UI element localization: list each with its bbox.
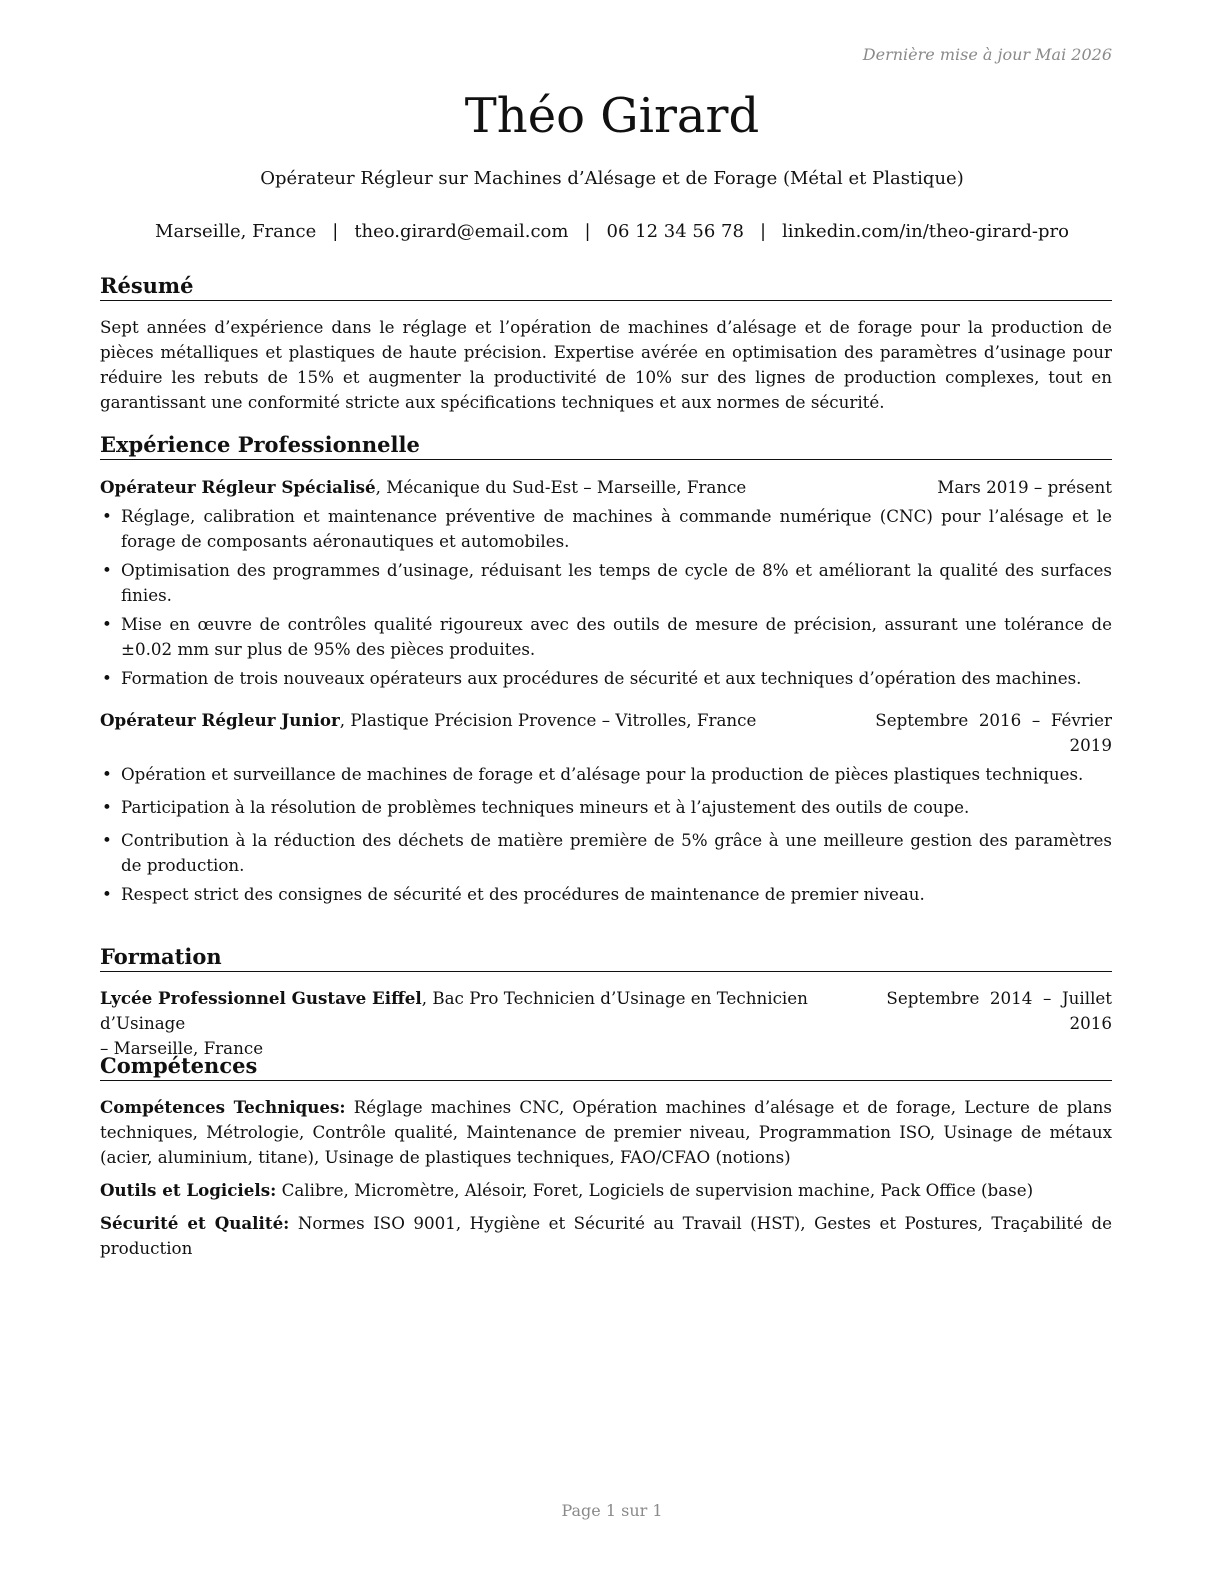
job-bullet: • Respect strict des consignes de sécurité et des procédures de maintenance de premier niveau. [100, 882, 1112, 907]
education-heading: Formation [100, 943, 1112, 972]
skill-text: Normes ISO 9001, Hygiène et Sécurité au Travail (HST), Gestes et Postures, Traçabilité de production [100, 1213, 1112, 1258]
skill-text: Réglage machines CNC, Opération machines d’alésage et de forage, Lecture de plans techniques, Métrologie, Contrôle qualité, Maintenance de premier niveau, Programmation ISO, Usinage de métaux (acier, aluminium, titane), Usinage de plastiques techniques, FAO/CFAO (notions) [100, 1097, 1112, 1167]
experience-section [100, 431, 1112, 911]
education-dates-line: Septembre 2014 – Juillet [886, 988, 1112, 1008]
job-dates-line: 2019 [1069, 735, 1112, 755]
job-bullets [100, 504, 1112, 691]
contact-separator: | [759, 221, 767, 242]
job-bullet: • Opération et surveillance de machines de forage et d’alésage pour la production de pièces plastiques techniques. [100, 762, 1112, 787]
skill-label: Sécurité et Qualité: [100, 1213, 290, 1233]
education-dates-line: 2016 [1069, 1013, 1112, 1033]
contact-line [0, 220, 1224, 244]
contact-location: Marseille, France [155, 221, 317, 242]
skill-item [100, 1178, 1112, 1203]
candidate-name: Théo Girard [464, 88, 760, 144]
skill-label: Outils et Logiciels: [100, 1180, 277, 1200]
job-company: , Plastique Précision Provence – Vitrolles, France [339, 710, 757, 730]
last-updated: Dernière mise à jour Mai 2026 [862, 45, 1112, 64]
contact-separator: | [332, 221, 339, 242]
experience-heading: Expérience Professionnelle [100, 431, 1112, 460]
job-role: Opérateur Régleur Spécialisé [100, 477, 376, 497]
skill-item [100, 1211, 1112, 1261]
job-bullet: • Réglage, calibration et maintenance préventive de machines à commande numérique (CNC) pour l’alésage et le forage de composants aéronautiques et automobiles. [100, 504, 1112, 554]
job-bullet: • Contribution à la réduction des déchets de matière première de 5% grâce à une meilleure gestion des paramètres de production. [100, 828, 1112, 878]
job-bullet: • Optimisation des programmes d’usinage, réduisant les temps de cycle de 8% et améliorant la qualité des surfaces finies. [100, 558, 1112, 608]
education-section [100, 943, 1112, 1061]
contact-email[interactable]: theo.girard@email.com [354, 221, 569, 242]
skill-label: Compétences Techniques: [100, 1097, 346, 1117]
contact-linkedin[interactable]: linkedin.com/in/theo-girard-pro [782, 221, 1069, 242]
job-bullet: • Participation à la résolution de problèmes techniques mineurs et à l’ajustement des outils de coupe. [100, 795, 1112, 820]
skill-item [100, 1095, 1112, 1170]
education-location: – Marseille, France [100, 1038, 264, 1058]
skills-list [100, 1095, 1112, 1261]
job-header [100, 708, 1112, 758]
job-dates-line: Septembre 2016 – Février [875, 710, 1112, 730]
job-title: Opérateur Régleur sur Machines d’Alésage et de Forage (Métal et Plastique) [260, 168, 964, 189]
skills-heading: Compétences [100, 1052, 1112, 1081]
skill-text: Calibre, Micromètre, Alésoir, Foret, Logiciels de supervision machine, Pack Office (base) [276, 1180, 1034, 1200]
job-bullet: • Formation de trois nouveaux opérateurs aux procédures de sécurité et aux techniques d’opération des machines. [100, 666, 1112, 691]
summary-section [100, 272, 1112, 415]
contact-separator: | [584, 221, 591, 242]
education-dates [886, 986, 1112, 1036]
job-entry [100, 475, 1112, 691]
job-dates [875, 708, 1112, 758]
summary-heading: Résumé [100, 272, 1112, 301]
education-degree: , Bac Pro Technicien d’Usinage en Technicien d’Usinage [100, 988, 808, 1033]
education-entry [100, 986, 1112, 1061]
job-entry [100, 708, 1112, 907]
job-company: , Mécanique du Sud-Est – Marseille, France [375, 477, 747, 497]
job-bullet: • Mise en œuvre de contrôles qualité rigoureux avec des outils de mesure de précision, assurant une tolérance de ±0.02 mm sur plus de 95% des pièces produites. [100, 612, 1112, 662]
job-role: Opérateur Régleur Junior [100, 710, 340, 730]
summary-text: Sept années d’expérience dans le réglage et l’opération de machines d’alésage et de forage pour la production de pièces métalliques et plastiques de haute précision. Expertise avérée en optimisation des paramètres d’usinage pour réduire les rebuts de 15% et augmenter la productivité de 10% sur des lignes de production complexes, tout en garantissant une conformité stricte aux spécifications techniques et aux normes de sécurité. [100, 317, 1112, 412]
job-bullets [100, 762, 1112, 907]
contact-phone: 06 12 34 56 78 [606, 221, 744, 242]
page-number: Page 1 sur 1 [561, 1501, 663, 1520]
skills-section [100, 1052, 1112, 1269]
job-header [100, 475, 1112, 500]
education-school: Lycée Professionnel Gustave Eiffel [100, 988, 422, 1008]
job-dates: Mars 2019 – présent [937, 477, 1112, 497]
